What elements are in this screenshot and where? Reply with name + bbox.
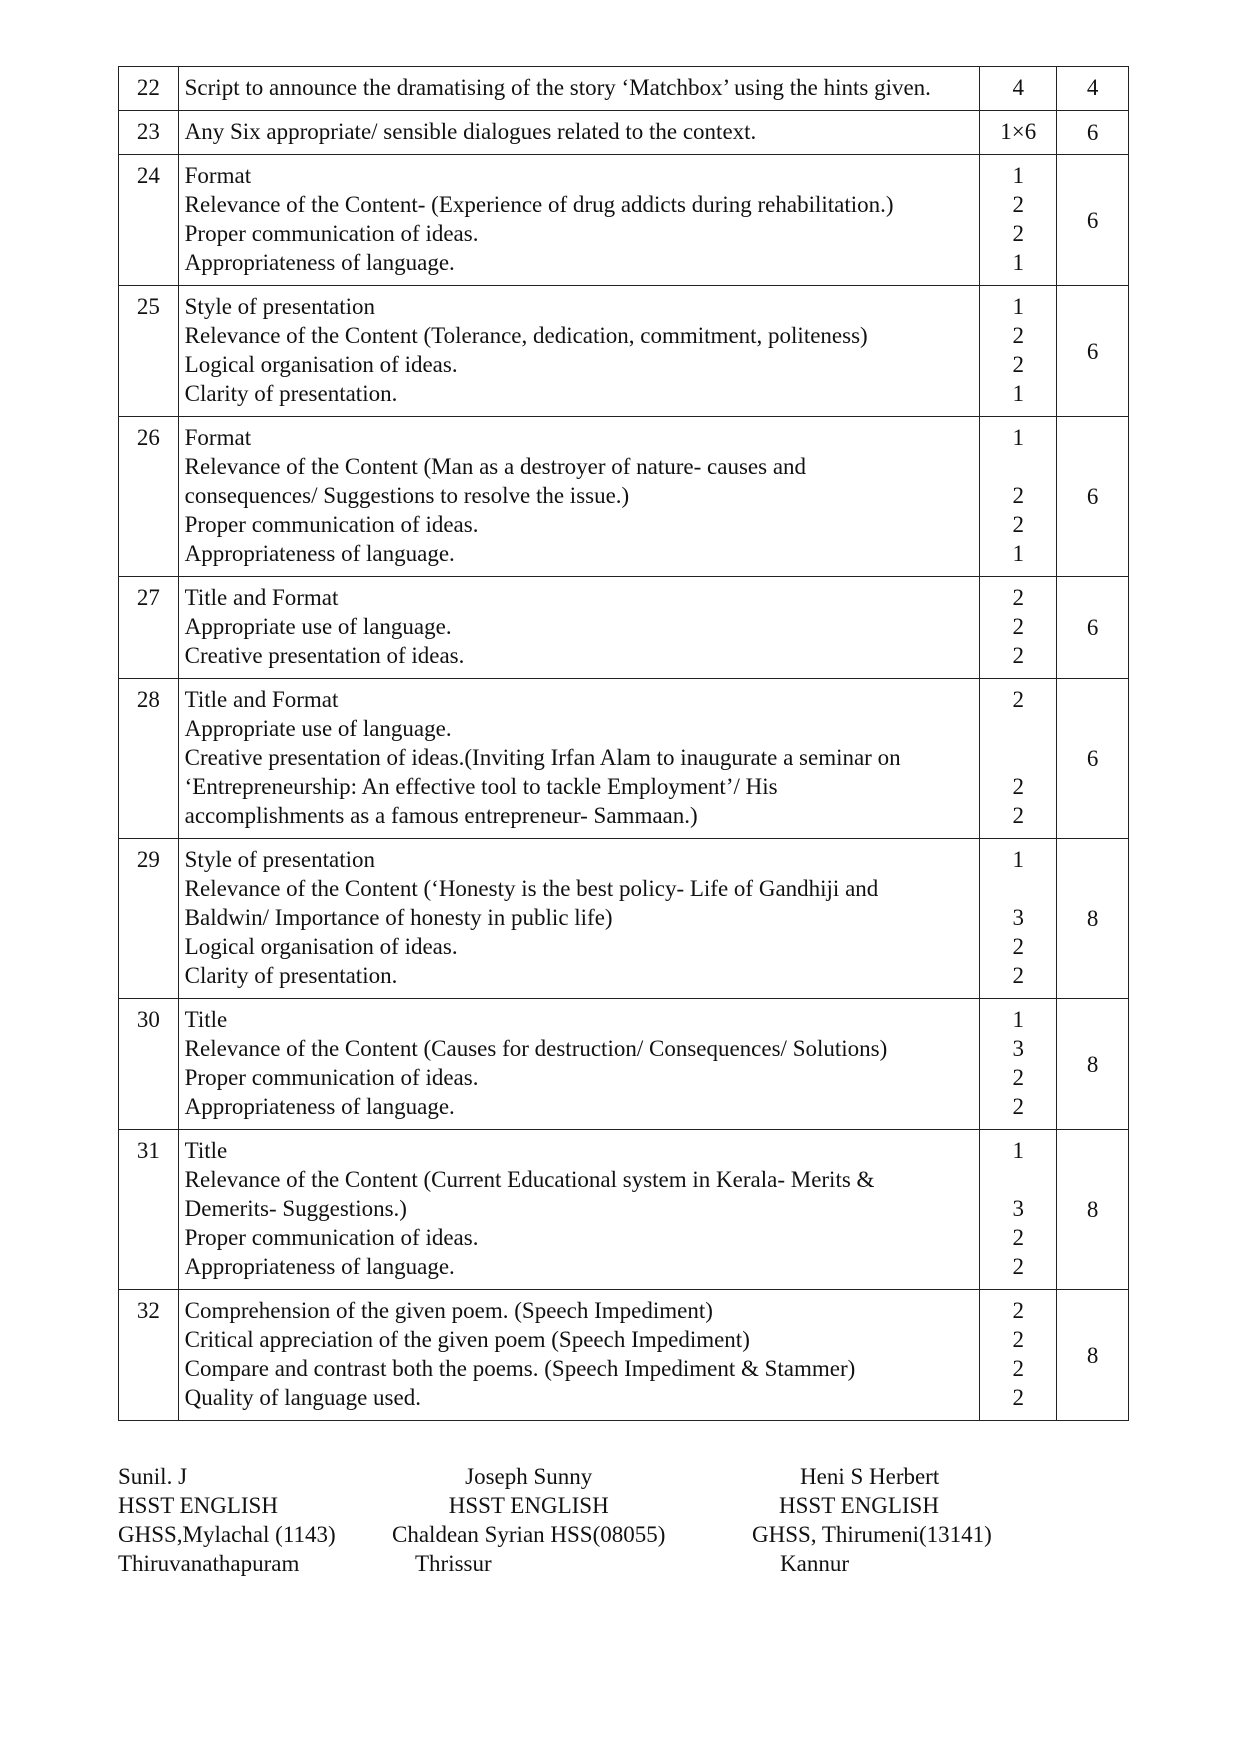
criteria-cell xyxy=(178,286,980,417)
marking-scheme-rows xyxy=(119,67,1129,1421)
question-number: 31 xyxy=(119,1130,179,1290)
criterion-line: Title xyxy=(184,1007,228,1032)
criterion-line: Proper communication of ideas. xyxy=(184,512,479,537)
criterion-line: Format xyxy=(184,425,252,450)
question-number: 22 xyxy=(119,67,179,111)
criterion-line: Appropriate use of language. xyxy=(184,614,452,639)
table-row xyxy=(119,839,1129,999)
mark-value: 2 xyxy=(1012,192,1025,217)
criterion-line: Title and Format xyxy=(184,585,339,610)
marks-cell xyxy=(980,999,1057,1130)
mark-value: 2 xyxy=(1012,1094,1025,1119)
total-marks: 8 xyxy=(1057,1290,1129,1421)
marks-cell xyxy=(980,286,1057,417)
mark-value: 1 xyxy=(1012,1007,1025,1032)
mark-value: 2 xyxy=(1012,774,1025,799)
mark-value: 2 xyxy=(1012,1254,1025,1279)
criterion-line: Title xyxy=(184,1138,228,1163)
mark-value: 1 xyxy=(1012,1138,1025,1163)
mark-value: 2 xyxy=(1012,934,1025,959)
mark-value: 2 xyxy=(1012,687,1025,712)
criterion-line: Logical organisation of ideas. xyxy=(184,934,458,959)
question-number: 29 xyxy=(119,839,179,999)
question-number: 28 xyxy=(119,679,179,839)
mark-value: 1 xyxy=(1012,541,1025,566)
criterion-line: Critical appreciation of the given poem (Speech Impediment) xyxy=(184,1327,750,1352)
total-marks: 8 xyxy=(1057,839,1129,999)
mark-value xyxy=(980,743,1056,772)
mark-value: 2 xyxy=(1012,483,1025,508)
total-marks: 6 xyxy=(1057,679,1129,839)
criterion-line: Title and Format xyxy=(184,687,339,712)
criteria-cell xyxy=(178,679,980,839)
mark-value: 1 xyxy=(1012,381,1025,406)
signatory-place: Thiruvanathapuram xyxy=(118,1551,300,1576)
mark-value: 2 xyxy=(1012,1298,1025,1323)
criterion-line: Compare and contrast both the poems. (Speech Impediment & Stammer) xyxy=(184,1356,856,1381)
total-marks: 6 xyxy=(1057,286,1129,417)
table-row xyxy=(119,155,1129,286)
mark-value: 1 xyxy=(1012,425,1025,450)
criterion-line: Format xyxy=(184,163,252,188)
marks-cell xyxy=(980,417,1057,577)
criterion-line: Any Six appropriate/ sensible dialogues related to the context. xyxy=(184,119,757,144)
mark-value: 4 xyxy=(1012,75,1025,100)
total-marks: 6 xyxy=(1057,577,1129,679)
criterion-line: Proper communication of ideas. xyxy=(184,1065,479,1090)
signatory-2 xyxy=(392,1462,665,1578)
marks-cell xyxy=(980,577,1057,679)
signatory-name: Sunil. J xyxy=(118,1464,188,1489)
mark-value: 2 xyxy=(1012,643,1025,668)
marks-cell xyxy=(980,111,1057,155)
signatory-designation: HSST ENGLISH xyxy=(448,1493,609,1518)
mark-value: 1 xyxy=(1012,250,1025,275)
criterion-line: Appropriate use of language. xyxy=(184,716,452,741)
mark-value: 1×6 xyxy=(1000,119,1037,144)
mark-value: 2 xyxy=(1012,323,1025,348)
mark-value: 2 xyxy=(1012,512,1025,537)
criterion-line: Baldwin/ Importance of honesty in public life) xyxy=(184,905,613,930)
table-row xyxy=(119,999,1129,1130)
mark-value: 2 xyxy=(1012,1065,1025,1090)
mark-value: 2 xyxy=(1012,221,1025,246)
criterion-line: Style of presentation xyxy=(184,294,375,319)
criterion-line: Appropriateness of language. xyxy=(184,1094,455,1119)
criterion-line: Appropriateness of language. xyxy=(184,1254,455,1279)
signatory-designation: HSST ENGLISH xyxy=(118,1493,278,1518)
total-marks: 6 xyxy=(1057,155,1129,286)
total-marks: 4 xyxy=(1057,67,1129,111)
criterion-line: ‘Entrepreneurship: An effective tool to tackle Employment’/ His xyxy=(184,774,778,799)
marks-cell xyxy=(980,67,1057,111)
criteria-cell xyxy=(178,417,980,577)
criterion-line: Relevance of the Content- (Experience of drug addicts during rehabilitation.) xyxy=(184,192,894,217)
mark-value: 2 xyxy=(1012,585,1025,610)
criterion-line: Clarity of presentation. xyxy=(184,963,398,988)
mark-value: 2 xyxy=(1012,803,1025,828)
mark-value: 2 xyxy=(1012,1327,1025,1352)
mark-value: 2 xyxy=(1012,963,1025,988)
criterion-line: Clarity of presentation. xyxy=(184,381,398,406)
criterion-line: Comprehension of the given poem. (Speech Impediment) xyxy=(184,1298,713,1323)
criterion-line: Proper communication of ideas. xyxy=(184,221,479,246)
signatory-school: GHSS,Mylachal (1143) xyxy=(118,1522,336,1547)
criteria-cell xyxy=(178,67,980,111)
mark-value: 3 xyxy=(1012,1036,1025,1061)
criteria-cell xyxy=(178,577,980,679)
criterion-line: Logical organisation of ideas. xyxy=(184,352,458,377)
table-row xyxy=(119,417,1129,577)
signatory-place: Kannur xyxy=(780,1551,849,1576)
table-row xyxy=(119,286,1129,417)
criterion-line: consequences/ Suggestions to resolve the issue.) xyxy=(184,483,630,508)
total-marks: 6 xyxy=(1057,111,1129,155)
criteria-cell xyxy=(178,1130,980,1290)
criterion-line: Appropriateness of language. xyxy=(184,541,455,566)
question-number: 23 xyxy=(119,111,179,155)
mark-value: 2 xyxy=(1012,352,1025,377)
mark-value: 1 xyxy=(1012,294,1025,319)
criteria-cell xyxy=(178,839,980,999)
criterion-line: Relevance of the Content (Tolerance, dedication, commitment, politeness) xyxy=(184,323,868,348)
criterion-line: Script to announce the dramatising of the story ‘Matchbox’ using the hints given. xyxy=(184,75,931,100)
signatory-3 xyxy=(752,1462,992,1578)
question-number: 26 xyxy=(119,417,179,577)
question-number: 25 xyxy=(119,286,179,417)
table-row xyxy=(119,679,1129,839)
signatory-school: GHSS, Thirumeni(13141) xyxy=(752,1522,992,1547)
criterion-line: Creative presentation of ideas.(Inviting Irfan Alam to inaugurate a seminar on xyxy=(184,745,901,770)
table-row xyxy=(119,1130,1129,1290)
total-marks: 8 xyxy=(1057,999,1129,1130)
marks-cell xyxy=(980,679,1057,839)
criterion-line: Relevance of the Content (Causes for destruction/ Consequences/ Solutions) xyxy=(184,1036,888,1061)
mark-value: 1 xyxy=(1012,163,1025,188)
mark-value: 2 xyxy=(1012,1385,1025,1410)
mark-value: 1 xyxy=(1012,847,1025,872)
signatory-place: Thrissur xyxy=(415,1551,492,1576)
signatory-designation: HSST ENGLISH xyxy=(779,1493,939,1518)
mark-value xyxy=(980,714,1056,743)
table-row xyxy=(119,67,1129,111)
question-number: 32 xyxy=(119,1290,179,1421)
mark-value: 3 xyxy=(1012,905,1025,930)
criterion-line: accomplishments as a famous entrepreneur- Sammaan.) xyxy=(184,803,698,828)
total-marks: 8 xyxy=(1057,1130,1129,1290)
criterion-line: Relevance of the Content (‘Honesty is the best policy- Life of Gandhiji and xyxy=(184,876,879,901)
mark-value xyxy=(980,1165,1056,1194)
question-number: 24 xyxy=(119,155,179,286)
marks-cell xyxy=(980,1290,1057,1421)
marks-cell xyxy=(980,155,1057,286)
signatory-school: Chaldean Syrian HSS(08055) xyxy=(392,1522,666,1547)
marks-cell xyxy=(980,839,1057,999)
criterion-line: Creative presentation of ideas. xyxy=(184,643,465,668)
mark-value: 2 xyxy=(1012,614,1025,639)
total-marks: 6 xyxy=(1057,417,1129,577)
mark-value xyxy=(980,452,1056,481)
criterion-line: Quality of language used. xyxy=(184,1385,421,1410)
criteria-cell xyxy=(178,111,980,155)
question-number: 30 xyxy=(119,999,179,1130)
criterion-line: Relevance of the Content (Current Educational system in Kerala- Merits & xyxy=(184,1167,875,1192)
table-row xyxy=(119,577,1129,679)
mark-value: 2 xyxy=(1012,1356,1025,1381)
question-number: 27 xyxy=(119,577,179,679)
criterion-line: Relevance of the Content (Man as a destroyer of nature- causes and xyxy=(184,454,807,479)
criteria-cell xyxy=(178,155,980,286)
marks-cell xyxy=(980,1130,1057,1290)
mark-value xyxy=(980,874,1056,903)
marking-scheme-table xyxy=(118,66,1129,1421)
criterion-line: Demerits- Suggestions.) xyxy=(184,1196,407,1221)
mark-value: 2 xyxy=(1012,1225,1025,1250)
criterion-line: Style of presentation xyxy=(184,847,375,872)
criteria-cell xyxy=(178,999,980,1130)
criterion-line: Proper communication of ideas. xyxy=(184,1225,479,1250)
mark-value: 3 xyxy=(1012,1196,1025,1221)
criteria-cell xyxy=(178,1290,980,1421)
table-row xyxy=(119,111,1129,155)
signatory-name: Joseph Sunny xyxy=(465,1464,593,1489)
signatory-name: Heni S Herbert xyxy=(800,1464,940,1489)
table-row xyxy=(119,1290,1129,1421)
criterion-line: Appropriateness of language. xyxy=(184,250,455,275)
signatory-1 xyxy=(118,1462,336,1578)
